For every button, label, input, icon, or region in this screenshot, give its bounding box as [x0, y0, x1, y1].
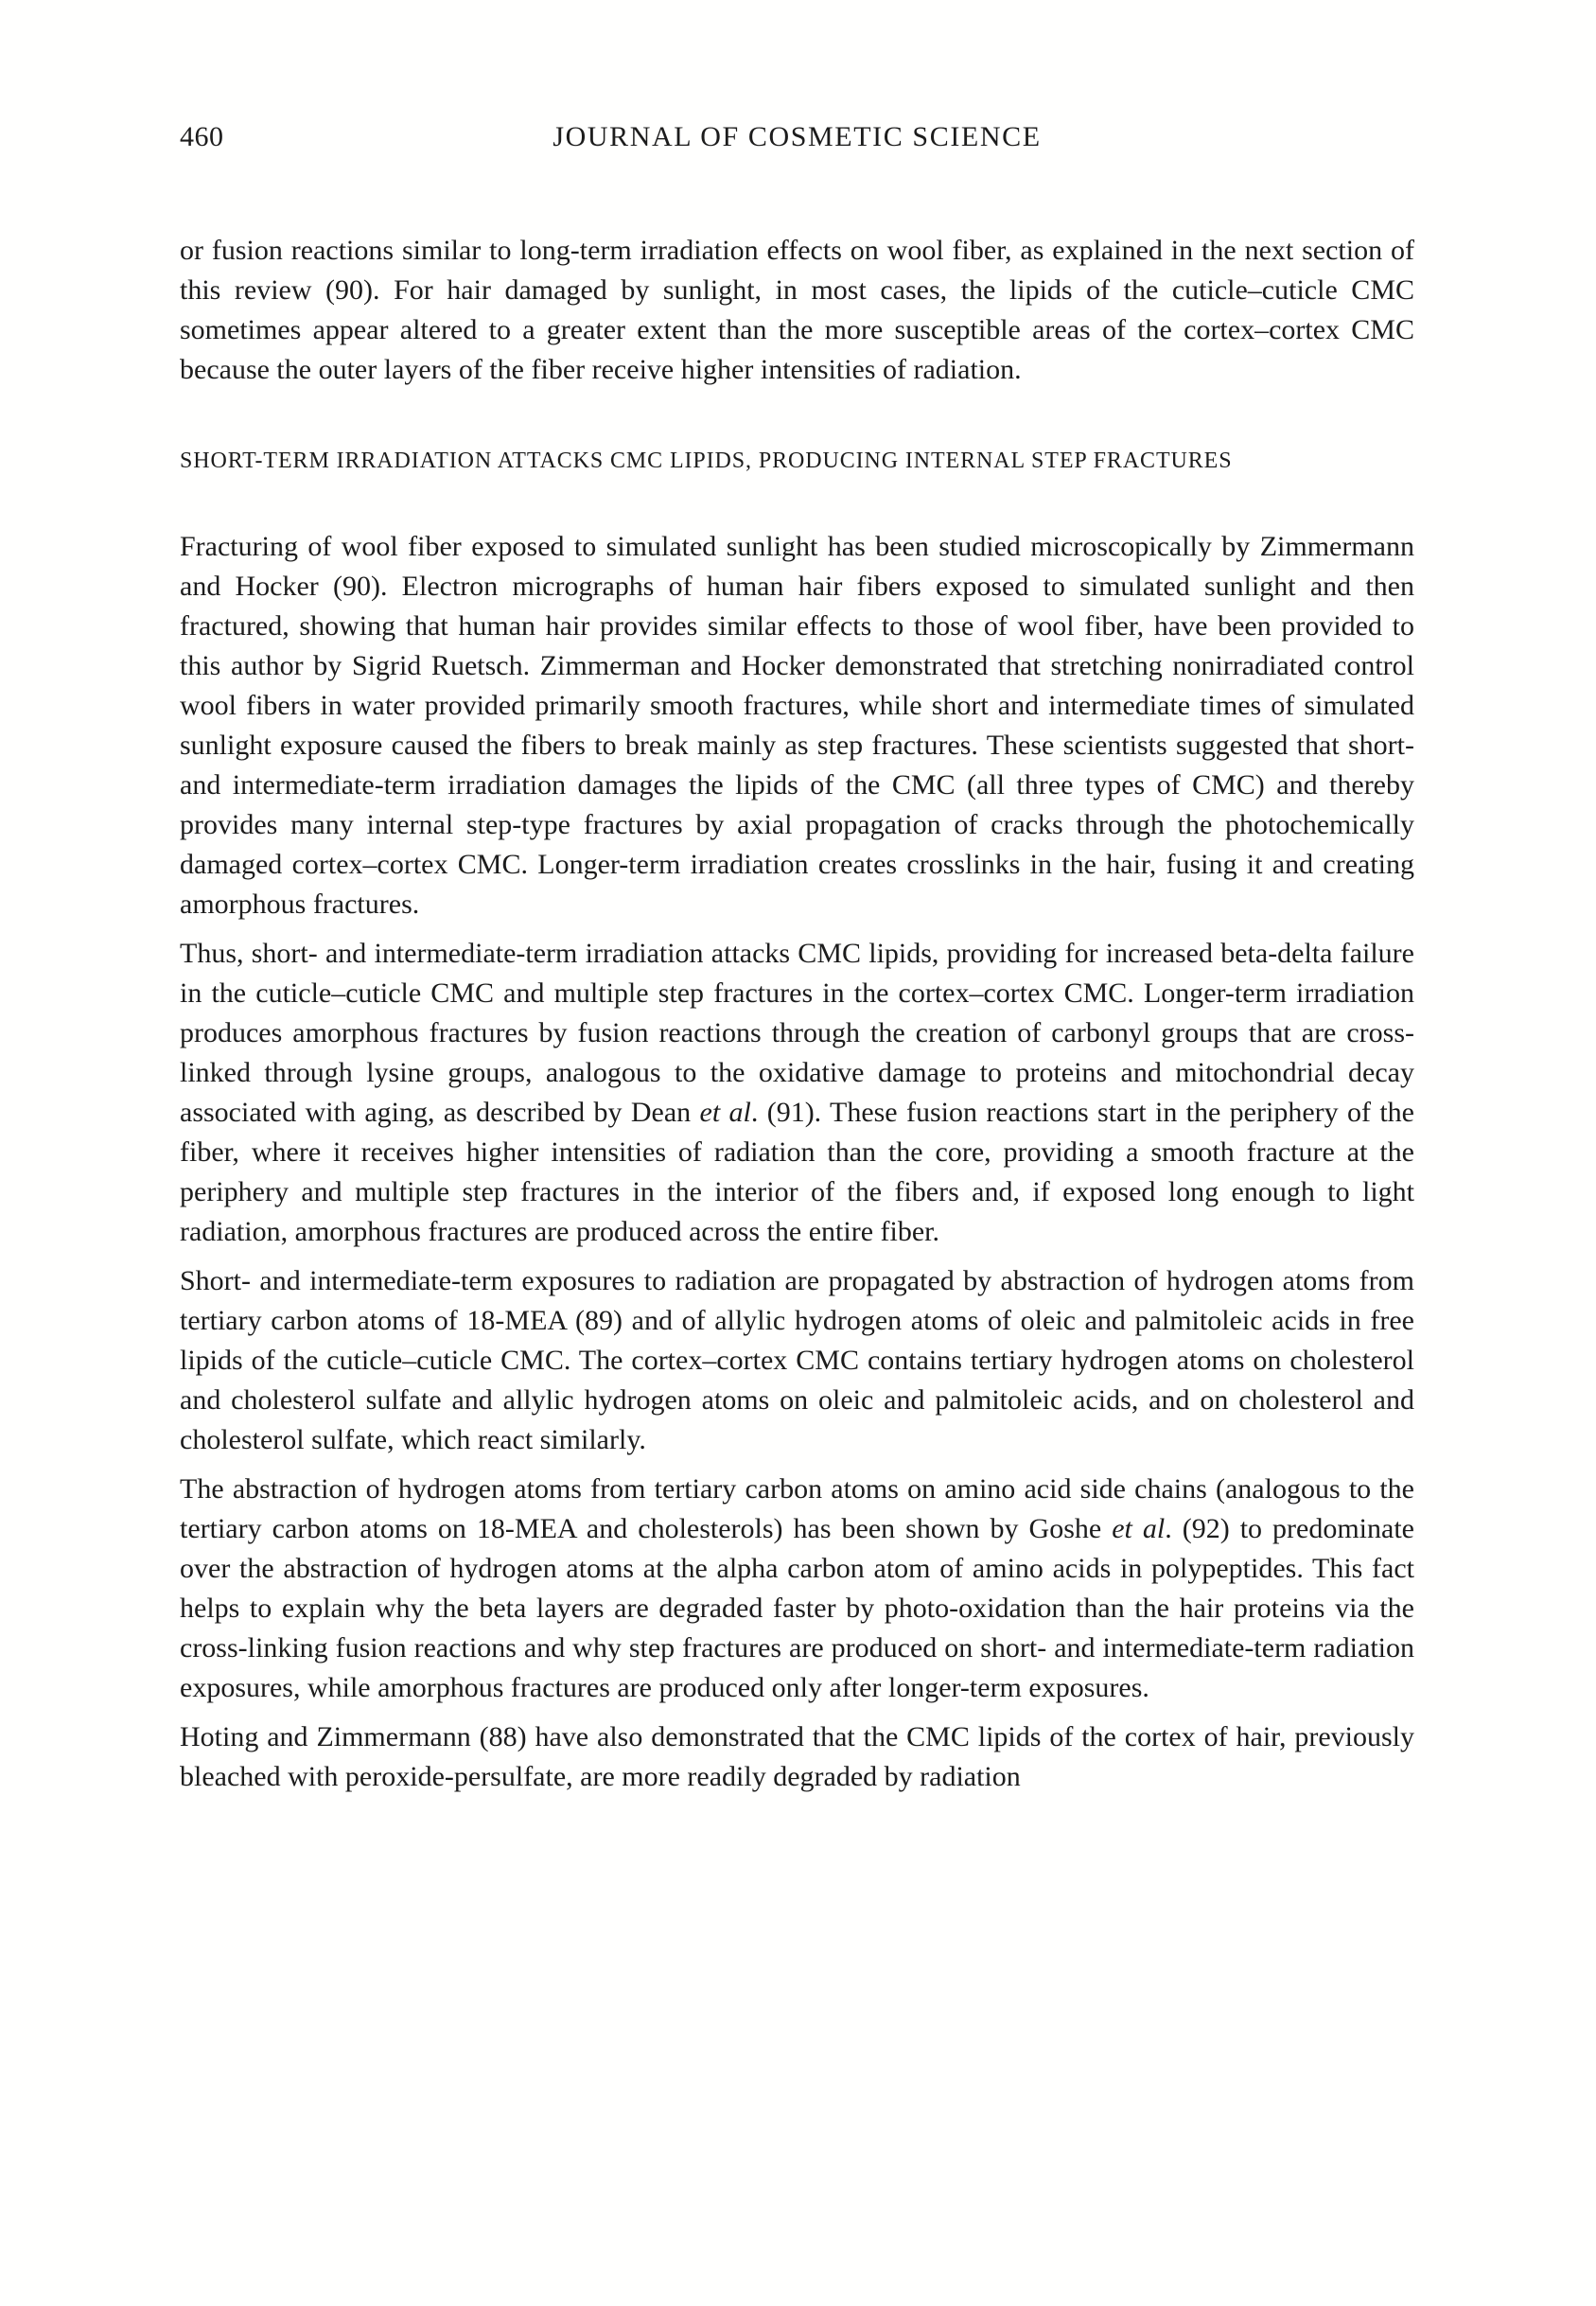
- paragraph-abstraction: [180, 1470, 1414, 1708]
- paragraph-exposures: Short- and intermediate-term exposures to radiation are propagated by abstraction of hydrogen atoms from tertiary carbon atoms of 18-MEA (89) and of allylic hydrogen atoms of oleic and palmitoleic acids in free lipids of the cuticle–cuticle CMC. The cortex–cortex CMC contains tertiary hydrogen atoms on cholesterol and cholesterol sulfate and allylic hydrogen atoms on oleic and palmitoleic acids, and on cholesterol and cholesterol sulfate, which react similarly.: [180, 1265, 1414, 1455]
- paragraph-text: The abstraction of hydrogen atoms from tertiary carbon atoms on amino acid side chains (analogous to the tertiary carbon atoms on 18-MEA and cholesterols) has been shown by Goshe: [180, 1473, 1414, 1544]
- journal-title: JOURNAL OF COSMETIC SCIENCE: [552, 121, 1042, 152]
- etal-italic: et al: [1112, 1513, 1166, 1544]
- page-number: 460: [180, 121, 224, 152]
- paragraph-text: . (91). These fusion reactions start in the periphery of the fiber, where it receives higher intensities of radiation than the core, providing a smooth fracture at the periphery and multiple step fractures in the interior of the fibers and, if exposed long enough to light radiation, amorphous fractures are produced across the entire fiber.: [180, 1097, 1414, 1247]
- paragraph-fracturing: Fracturing of wool fiber exposed to simulated sunlight has been studied microscopically by Zimmermann and Hocker (90). Electron micrographs of human hair fibers exposed to simulated sunlight and then fractured, showing that human hair provides similar effects to those of wool fiber, have been provided to this author by Sigrid Ruetsch. Zimmerman and Hocker demonstrated that stretching nonirradiated control wool fibers in water provided primarily smooth fractures, while short and intermediate times of simulated sunlight exposure caused the fibers to break mainly as step fractures. These scientists suggested that short- and intermediate-term irradiation damages the lipids of the CMC (all three types of CMC) and thereby provides many internal step-type fractures by axial propagation of cracks through the photochemically damaged cortex–cortex CMC. Longer-term irradiation creates crosslinks in the hair, fusing it and creating amorphous fractures.: [180, 531, 1414, 920]
- page-header: [180, 121, 1414, 161]
- paragraph-hoting: Hoting and Zimmermann (88) have also demonstrated that the CMC lipids of the cortex of hair, previously bleached with peroxide-persulfate, are more readily degraded by radiation: [180, 1721, 1414, 1792]
- paragraph-text: Thus, short- and intermediate-term irradiation attacks CMC lipids, providing for increased beta-delta failure in the cuticle–cuticle CMC and multiple step fractures in the cortex–cortex CMC. Longer-term irradiation produces amorphous fractures by fusion reactions through the creation of carbonyl groups that are cross-linked through lysine groups, analogous to the oxidative damage to proteins and mitochondrial decay associated with aging, as described by Dean: [180, 938, 1414, 1128]
- section-heading: SHORT-TERM IRRADIATION ATTACKS CMC LIPIDS, PRODUCING INTERNAL STEP FRACTURES: [180, 449, 1233, 473]
- article-body: [180, 231, 1414, 1797]
- paragraph-thus: [180, 934, 1414, 1252]
- paragraph-continuation: or fusion reactions similar to long-term irradiation effects on wool fiber, as explained in the next section of this review (90). For hair damaged by sunlight, in most cases, the lipids of the cuticle–cuticle CMC sometimes appear altered to a greater extent than the more susceptible areas of the cortex–cortex CMC because the outer layers of the fiber receive higher intensities of radiation.: [180, 235, 1414, 385]
- paragraph-text: . (92) to predominate over the abstraction of hydrogen atoms at the alpha carbon atom of amino acids in polypeptides. This fact helps to explain why the beta layers are degraded faster by photo-oxidation than the hair proteins via the cross-linking fusion reactions and why step fractures are produced on short- and intermediate-term radiation exposures, while amorphous fractures are produced only after longer-term exposures.: [180, 1513, 1414, 1703]
- etal-italic: et al: [699, 1097, 751, 1128]
